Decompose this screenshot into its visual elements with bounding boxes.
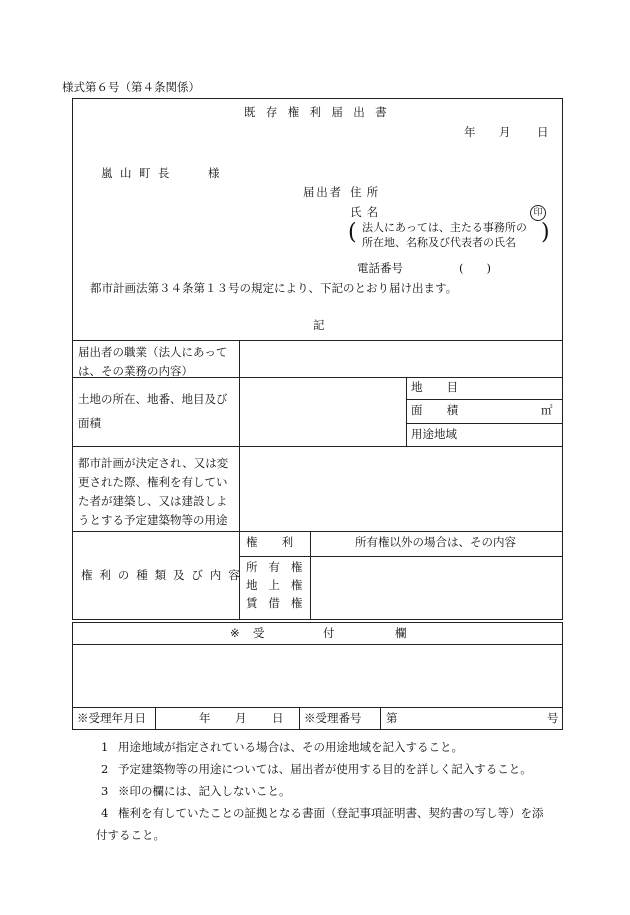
receipt-day: 日 xyxy=(272,711,284,725)
reception-header-2: 付 xyxy=(323,626,335,640)
receipt-go: 号 xyxy=(547,711,559,725)
rights-type-superficies: 地上権 xyxy=(246,578,314,592)
note-number: 1 xyxy=(101,740,109,754)
grid-line xyxy=(72,707,563,708)
grid-line xyxy=(406,377,407,446)
receipt-dai: 第 xyxy=(386,711,398,725)
name-label: 氏名 xyxy=(350,205,384,219)
rights-type-lease: 賃借権 xyxy=(246,596,314,610)
corporate-note-2: 所在地、名称及び代表者の氏名 xyxy=(362,236,516,249)
note-text: 権利を有していたことの証拠となる書面（登記事項証明書、契約書の写し等）を添 xyxy=(118,806,544,820)
reception-header-1: 受 xyxy=(253,626,265,640)
right-paren-icon: ) xyxy=(541,220,550,245)
rights-label: 権利の種類及び内容 xyxy=(81,568,247,582)
corporate-note-1: 法人にあっては、主たる事務所の xyxy=(362,221,527,234)
rights-column-header: 権利 xyxy=(246,535,318,549)
note-text: ※印の欄には、記入しないこと。 xyxy=(118,784,291,798)
date-day: 日 xyxy=(537,125,549,139)
grid-line xyxy=(299,707,300,730)
land-category-label: 地目 xyxy=(411,380,483,394)
reception-header-3: 欄 xyxy=(395,626,407,640)
form-number: 様式第６号（第４条関係） xyxy=(62,80,200,94)
receipt-number-label: ※受理番号 xyxy=(304,711,362,725)
note-number: 3 xyxy=(101,784,109,798)
left-paren-icon: ( xyxy=(348,220,357,245)
receipt-month: 月 xyxy=(235,711,247,725)
addressee: 嵐山町長 xyxy=(101,166,177,180)
statement: 都市計画法第３４条第１３号の規定により、下記のとおり届け出ます。 xyxy=(90,281,458,295)
area-unit: ㎡ xyxy=(541,403,553,417)
address-label: 住所 xyxy=(350,185,384,199)
reception-mark: ※ xyxy=(230,626,240,640)
addressee-suffix: 様 xyxy=(208,166,220,180)
purpose-label: 都市計画が決定され、又は変更された際、権利を有していた者が建築し、又は建設しようとする予定建築物等の用途 xyxy=(78,456,229,527)
seal-icon: 印 xyxy=(530,205,546,221)
date-year: 年 xyxy=(464,125,476,139)
grid-line xyxy=(72,446,563,447)
ki-label: 記 xyxy=(313,318,325,332)
form-title: 既存権利届出書 xyxy=(244,105,397,119)
rights-type-ownership: 所有権 xyxy=(246,560,314,574)
zoning-label: 用途地域 xyxy=(411,427,457,441)
receipt-year: 年 xyxy=(199,711,211,725)
grid-line xyxy=(72,644,563,645)
grid-line xyxy=(380,707,381,730)
land-area-label: 面積 xyxy=(411,403,483,417)
note-text: 用途地域が指定されている場合は、その用途地域を記入すること。 xyxy=(118,740,463,754)
grid-line xyxy=(155,707,156,730)
grid-line xyxy=(406,399,563,400)
phone-label: 電話番号 xyxy=(357,261,403,275)
grid-line xyxy=(72,531,563,532)
note-text: 予定建築物等の用途については、届出者が使用する目的を詳しく記入すること。 xyxy=(118,762,532,776)
note-text-continued: 付すること。 xyxy=(96,828,165,842)
receipt-date-label: ※受理年月日 xyxy=(77,711,146,725)
rights-other-header: 所有権以外の場合は、その内容 xyxy=(355,535,516,549)
land-label-1: 土地の所在、地番、地目及び xyxy=(78,392,228,406)
land-label-2: 面積 xyxy=(78,416,101,430)
phone-paren: ( ) xyxy=(459,261,491,275)
grid-line xyxy=(239,556,563,557)
date-month: 月 xyxy=(499,125,511,139)
applicant-label: 届出者 xyxy=(303,185,343,199)
grid-line xyxy=(406,423,563,424)
occupation-label: 届出者の職業（法人にあっては、その業務の内容） xyxy=(78,345,228,378)
note-number: 4 xyxy=(101,806,109,820)
note-number: 2 xyxy=(101,762,109,776)
grid-line xyxy=(72,340,563,341)
